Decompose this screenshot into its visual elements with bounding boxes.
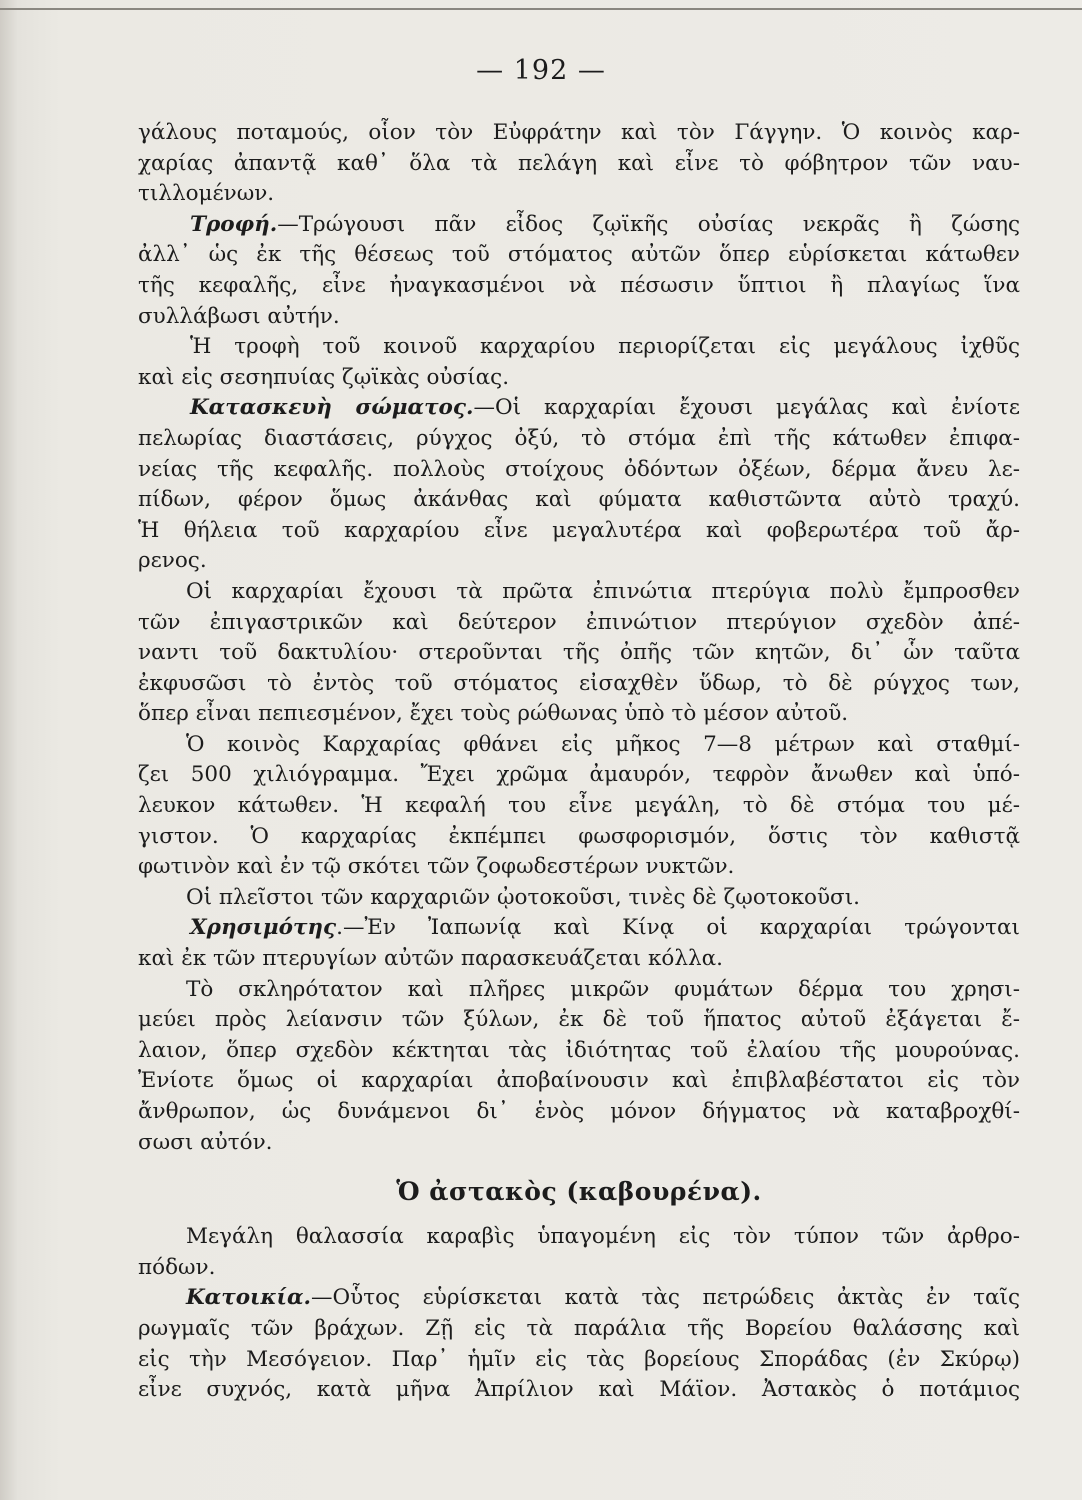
heading-usefulness: Χρησιμότης bbox=[190, 915, 337, 941]
text-line: Ὁ κοινὸς Καρχαρίας φθάνει εἰς μῆκος 7—8 μέτρων καὶ σταθμί- bbox=[186, 731, 1020, 757]
page-number: — 192 — bbox=[476, 55, 606, 86]
text-line: Οἱ καρχαρίαι ἔχουσι τὰ πρῶτα ἐπινώτια πτερύγια πολὺ ἔμπροσθεν bbox=[186, 578, 1020, 604]
text-line: λαιον, ὅπερ σχεδὸν κέκτηται τὰς ἰδιότητας τοῦ ἐλαίου τῆς μουρούνας. bbox=[138, 1037, 1020, 1063]
text-line: Μεγάλη θαλασσία καραβὶς ὑπαγομένη εἰς τὸν τύπον τῶν ἀρθρο- bbox=[186, 1224, 1020, 1250]
text-line: πελωρίας διαστάσεις, ρύγχος ὀξύ, τὸ στόμα ἐπὶ τῆς κάτωθεν ἐπιφα- bbox=[138, 425, 1020, 451]
text-line: τιλλομένων. bbox=[138, 181, 275, 207]
text-line: ναντι τοῦ δακτυλίου· στεροῦνται τῆς ὀπῆς τῶν κητῶν, δι᾽ ὧν ταῦτα bbox=[138, 640, 1020, 666]
text-line: Τὸ σκληρότατον καὶ πλῆρες μικρῶν φυμάτων δέρμα του χρησι- bbox=[186, 976, 1020, 1002]
text-line: εἶνε συχνός, κατὰ μῆνα Ἀπρίλιον καὶ Μάϊον. Ἀστακὸς ὁ ποτάμιος bbox=[138, 1377, 1020, 1403]
heading-food: Τροφή. bbox=[190, 211, 278, 237]
top-edge-rule bbox=[0, 8, 1082, 10]
text-line: μεύει πρὸς λείανσιν τῶν ξύλων, ἐκ δὲ τοῦ ἥπατος αὐτοῦ ἐξάγεται ἔ- bbox=[138, 1007, 1020, 1033]
text-line: γάλους ποταμούς, οἷον τὸν Εὐφράτην καὶ τὸν Γάγγην. Ὁ κοινὸς καρ- bbox=[138, 120, 1020, 145]
text-line: καὶ εἰς σεσηπυίας ζῳϊκὰς οὐσίας. bbox=[138, 364, 510, 390]
text-line: φωτινὸν καὶ ἐν τῷ σκότει τῶν ζοφωδεστέρων νυκτῶν. bbox=[138, 854, 735, 880]
text-line: ρενος. bbox=[138, 548, 207, 574]
section-title: Ὁ ἀστακὸς (καβουρένα). bbox=[396, 1177, 762, 1207]
paragraph-body-structure-first-line bbox=[138, 393, 1020, 424]
paragraph-usefulness-first-line bbox=[138, 913, 1020, 944]
heading-body-structure: Κατασκευὴ σώματος. bbox=[190, 395, 474, 421]
paragraph-habitat-first-line bbox=[138, 1283, 1020, 1314]
text-line: πόδων. bbox=[138, 1254, 216, 1280]
text-line: γιστον. Ὁ καρχαρίας ἐκπέμπει φωσφορισμόν, ὅστις τὸν καθιστᾷ bbox=[138, 823, 1020, 849]
text-line: Ἡ τροφὴ τοῦ κοινοῦ καρχαρίου περιορίζεται εἰς μεγάλους ἰχθῦς bbox=[190, 334, 1020, 360]
text-line: Οἱ πλεῖστοι τῶν καρχαριῶν ᾠοτοκοῦσι, τινὲς δὲ ζῳοτοκοῦσι. bbox=[186, 884, 860, 910]
text-line: ὅπερ εἶναι πεπιεσμένον, ἔχει τοὺς ρώθωνας ὑπὸ τὸ μέσον αὐτοῦ. bbox=[138, 701, 849, 727]
text-line: πίδων, φέρον ὅμως ἀκάνθας καὶ φύματα καθιστῶντα αὐτὸ τραχύ. bbox=[138, 487, 1020, 513]
text-line: ἀλλ᾽ ὡς ἐκ τῆς θέσεως τοῦ στόματος αὐτῶν ὅπερ εὑρίσκεται κάτωθεν bbox=[138, 242, 1020, 268]
text-run: —Οἱ καρχαρίαι ἔχουσι μεγάλας καὶ ἐνίοτε bbox=[473, 395, 1020, 421]
text-line: λευκον κάτωθεν. Ἡ κεφαλή του εἶνε μεγάλη, τὸ δὲ στόμα του μέ- bbox=[138, 793, 1020, 819]
text-line: Ἡ θήλεια τοῦ καρχαρίου εἶνε μεγαλυτέρα καὶ φοβερωτέρα τοῦ ἄρ- bbox=[138, 517, 1020, 543]
text-line: ἐκφυσῶσι τὸ ἐντὸς τοῦ στόματος εἰσαχθὲν ὕδωρ, τὸ δὲ ρύγχος των, bbox=[138, 670, 1020, 696]
text-line: νείας τῆς κεφαλῆς. πολλοὺς στοίχους ὀδόντων ὀξέων, δέρμα ἄνευ λε- bbox=[138, 456, 1020, 482]
paragraph-food-first-line bbox=[138, 210, 1020, 241]
text-line: ἄνθρωπον, ὡς δυνάμενοι δι᾽ ἑνὸς μόνον δήγματος νὰ καταβροχθί- bbox=[138, 1099, 1020, 1124]
text-line: τῶν ἐπιγαστρικῶν καὶ δεύτερον ἐπινώτιον πτερύγιον σχεδὸν ἀπέ- bbox=[138, 609, 1020, 635]
text-line: χαρίας ἀπαντᾷ καθ᾽ ὅλα τὰ πελάγη καὶ εἶνε τὸ φόβητρον τῶν ναυ- bbox=[138, 150, 1020, 176]
heading-habitat: Κατοικία. bbox=[186, 1285, 311, 1311]
body-text bbox=[138, 118, 1020, 1406]
text-line: Ἐνίοτε ὅμως οἱ καρχαρίαι ἀποβαίνουσιν καὶ ἐπιβλαβέστατοι εἰς τὸν bbox=[138, 1068, 1020, 1094]
text-line: σωσι αὐτόν. bbox=[138, 1129, 273, 1155]
text-line: συλλάβωσι αὐτήν. bbox=[138, 303, 340, 329]
text-line: ρωγμαῖς τῶν βράχων. Ζῇ εἰς τὰ παράλια τῆς Βορείου θαλάσσης καὶ bbox=[138, 1315, 1020, 1341]
text-line: καὶ ἐκ τῶν πτερυγίων αὐτῶν παρασκευάζεται κόλλα. bbox=[138, 946, 723, 972]
text-run: .—Ἐν Ἰαπωνίᾳ καὶ Κίνᾳ οἱ καρχαρίαι τρώγονται bbox=[336, 915, 1020, 941]
text-line: τῆς κεφαλῆς, εἶνε ἠναγκασμένοι νὰ πέσωσιν ὕπτιοι ἢ πλαγίως ἵνα bbox=[138, 272, 1020, 298]
text-run: —Τρώγουσι πᾶν εἶδος ζῳϊκῆς οὐσίας νεκρᾶς ἢ ζώσης bbox=[277, 211, 1020, 237]
text-run: —Οὗτος εὑρίσκεται κατὰ τὰς πετρώδεις ἀκτὰς ἐν ταῖς bbox=[311, 1285, 1020, 1311]
text-line: εἰς τὴν Μεσόγειον. Παρ᾽ ἡμῖν εἰς τὰς βορείους Σποράδας (ἐν Σκύρῳ) bbox=[138, 1346, 1020, 1372]
text-line: ζει 500 χιλιόγραμμα. Ἔχει χρῶμα ἀμαυρόν, τεφρὸν ἄνωθεν καὶ ὑπό- bbox=[138, 762, 1020, 788]
